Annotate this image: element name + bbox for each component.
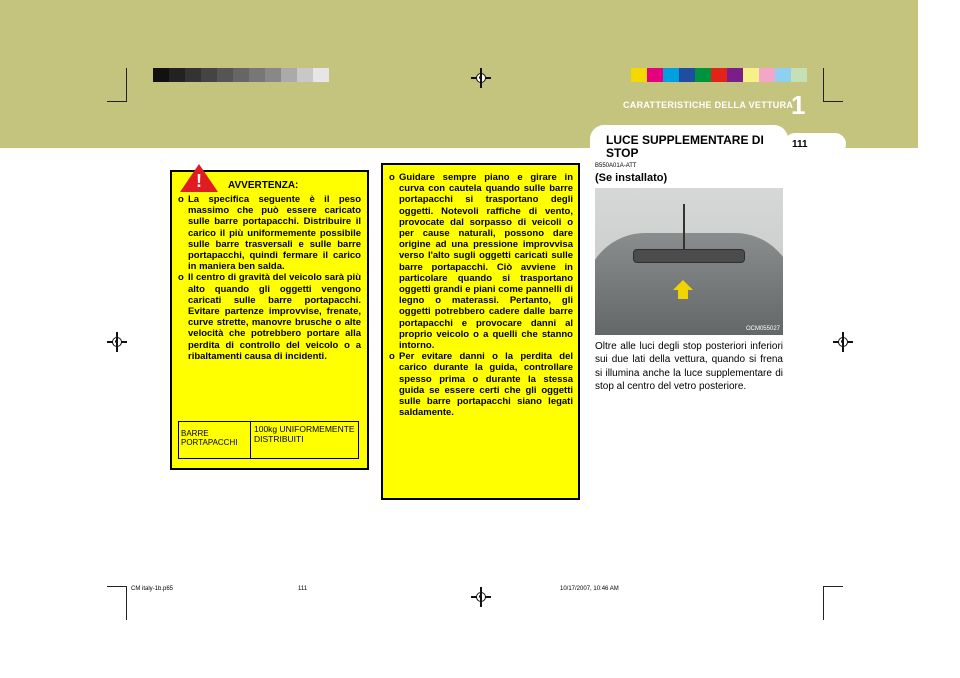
photo-code: OCM055027 bbox=[745, 326, 780, 332]
gray-color-bar bbox=[153, 68, 329, 82]
color-swatch bbox=[711, 68, 727, 82]
warning-item: o Per evitare danni o la perdita del carico durante la guida, controllare spesso prima o durante la stessa guida se essere certi che gli oggetti sulle barre portapacchi siano legati saldamente. bbox=[389, 351, 573, 419]
section-code: B550A01A-ATT bbox=[595, 163, 637, 169]
registration-mark-icon bbox=[107, 332, 127, 352]
warning-item: o Guidare sempre piano e girare in curva con cautela quando sulle barre portapacchi si trasportano degli oggetti. Notevoli raffiche di vento, provocate dal sorpasso di veicoli o per cause naturali, possono dare origine ad una pressione improvvisa verso l'alto sugli oggetti caricati sulle barre portapacchi. Ciò avviene in particolare quando si trasportano oggetti grandi e piani come pannelli di legno o materassi. Pertanto, gli oggetti potrebbero cadere dalle barre portapacchi e provocare danni al proprio veicolo o a quelli che stanno intorno. bbox=[389, 172, 573, 352]
crop-mark bbox=[126, 68, 127, 102]
color-swatch bbox=[759, 68, 775, 82]
section-heading: LUCE SUPPLEMENTARE DI STOP bbox=[606, 133, 764, 160]
footer-file: CM italy-1b.p65 bbox=[131, 586, 174, 592]
load-label bbox=[178, 421, 359, 459]
crop-mark bbox=[107, 586, 127, 587]
color-swatch bbox=[201, 68, 217, 82]
color-swatch bbox=[631, 68, 647, 82]
warning-box-right bbox=[381, 163, 580, 500]
color-swatch bbox=[297, 68, 313, 82]
footer-timestamp: 10/17/2007, 10:46 AM bbox=[560, 586, 619, 592]
section-subheading: (Se installato) bbox=[595, 172, 668, 184]
color-swatch bbox=[281, 68, 297, 82]
color-swatch bbox=[185, 68, 201, 82]
antenna bbox=[683, 204, 685, 254]
color-swatch bbox=[153, 68, 169, 82]
color-swatch bbox=[313, 68, 329, 82]
color-swatch bbox=[233, 68, 249, 82]
crop-mark bbox=[823, 68, 824, 102]
registration-mark-icon bbox=[471, 68, 491, 88]
color-swatch bbox=[727, 68, 743, 82]
load-label-left: BARRE PORTAPACCHI bbox=[179, 422, 251, 458]
chapter-number: 1 bbox=[791, 90, 806, 120]
section-title: CARATTERISTICHE DELLA VETTURA bbox=[623, 100, 794, 110]
registration-mark-icon bbox=[471, 587, 491, 607]
rear-window-photo bbox=[595, 188, 783, 335]
registration-mark-icon bbox=[833, 332, 853, 352]
crop-mark bbox=[823, 101, 843, 102]
color-swatch bbox=[217, 68, 233, 82]
color-swatch bbox=[249, 68, 265, 82]
color-calibration-bar bbox=[631, 68, 807, 82]
color-swatch bbox=[679, 68, 695, 82]
color-swatch bbox=[265, 68, 281, 82]
page-number: 111 bbox=[792, 139, 808, 150]
load-label-right: 100kg UNIFORMEMENTE DISTRIBUITI bbox=[254, 424, 355, 444]
color-swatch bbox=[695, 68, 711, 82]
crop-mark bbox=[126, 586, 127, 620]
color-swatch bbox=[647, 68, 663, 82]
color-swatch bbox=[663, 68, 679, 82]
exclamation-icon: ! bbox=[196, 171, 202, 191]
crop-mark bbox=[107, 101, 127, 102]
section-body: Oltre alle luci degli stop posteriori inferiori sui due lati della vettura, quando si frena si illumina anche la luce supplementare di stop al centro del vetro posteriore. bbox=[595, 341, 783, 392]
color-swatch bbox=[791, 68, 807, 82]
warning-item: o La specifica seguente è il peso massimo che può essere caricato sulle barre portapacchi. Distribuire il carico il più uniformemente possibile sulle barre trasversali e sulle barre portapacchi, quindi fermare il carico in maniera ben salda. bbox=[178, 194, 361, 273]
warning-title: AVVERTENZA: bbox=[228, 180, 299, 191]
color-swatch bbox=[775, 68, 791, 82]
arrow-up-icon-stem bbox=[678, 289, 688, 299]
supplementary-stop-light bbox=[633, 249, 745, 263]
color-swatch bbox=[169, 68, 185, 82]
crop-mark bbox=[823, 586, 843, 587]
color-swatch bbox=[743, 68, 759, 82]
crop-mark bbox=[823, 586, 824, 620]
footer-page: 111 bbox=[298, 586, 308, 592]
warning-item: o Il centro di gravità del veicolo sarà più alto quando gli oggetti vengono caricati sulle barre portapacchi. Evitare partenze improvvise, frenate, curve strette, manovre brusche o alte velocità che potrebbero portare alla perdita di controllo del veicolo o a ribaltamenti causa di incidenti. bbox=[178, 272, 361, 362]
